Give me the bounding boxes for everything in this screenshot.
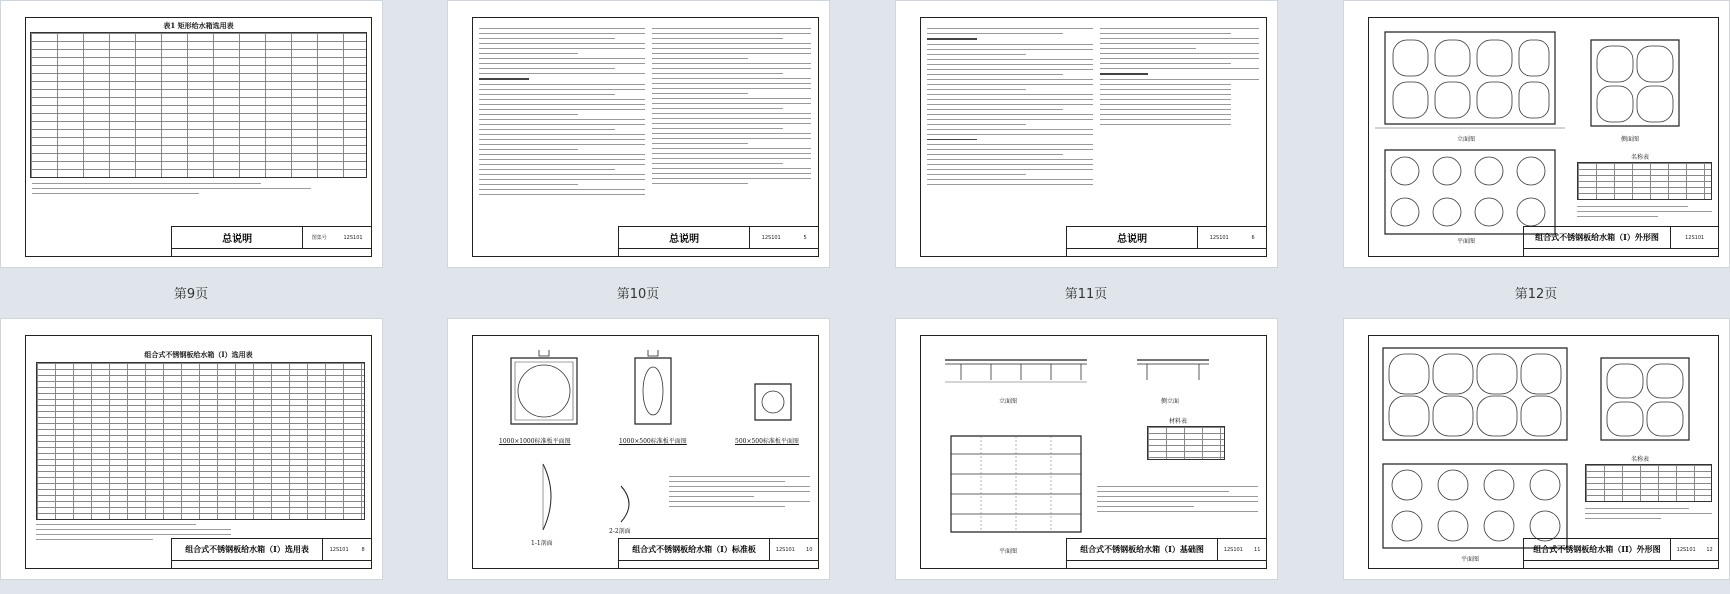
page-caption-10[interactable]: 第10页 [616, 287, 660, 302]
title-block-name: 组合式不锈钢板给水箱（II）外形图 [1524, 539, 1672, 560]
page-thumbnail-13[interactable] [0, 318, 383, 580]
atlas-code: 12S101 [1223, 546, 1243, 553]
atlas-code: 12S101 [1685, 234, 1705, 241]
plan-view-label: 平面图 [1457, 238, 1476, 245]
section-1-drawing [533, 462, 563, 532]
page-thumbnail-10[interactable] [447, 0, 830, 268]
drawing-sheet [25, 17, 372, 257]
drawing-sheet [920, 335, 1267, 569]
front-view-label: 立面图 [999, 398, 1018, 405]
names-table [1577, 162, 1712, 200]
plan-view-label: 平面图 [1461, 556, 1480, 563]
tank-elevation-drawing [1375, 342, 1575, 446]
notes-text [1585, 508, 1712, 523]
title-block-name: 总说明 [1067, 227, 1198, 248]
title-block [618, 538, 818, 568]
title-block-name: 组合式不锈钢板给水箱（I）选用表 [172, 539, 323, 560]
foundation-plan-drawing [941, 432, 1091, 542]
notes-text [1097, 486, 1258, 516]
text-column-left [479, 28, 645, 199]
atlas-code: 12S101 [775, 546, 795, 553]
page-caption-9[interactable]: 第9页 [173, 287, 209, 302]
table-title: 表1 矩形给水箱选用表 [163, 21, 234, 30]
plate-1000-drawing [497, 350, 587, 430]
notes-text [32, 183, 311, 198]
drawing-sheet [1368, 335, 1719, 569]
material-table-label: 材料表 [1169, 418, 1188, 425]
page-thumbnail-15[interactable] [895, 318, 1278, 580]
drawing-sheet [472, 335, 819, 569]
side-elevation-drawing [1585, 36, 1685, 132]
page-number: 12 [1706, 546, 1713, 553]
selection-table [30, 32, 367, 178]
text-column-right [652, 28, 811, 188]
material-table [1147, 426, 1225, 460]
page-number: 8 [361, 546, 365, 553]
side-view-label: 侧立面 [1161, 398, 1180, 405]
plate-1000x500-label: 1000×500标准板平面图 [619, 438, 687, 445]
atlas-code: 12S101 [343, 234, 363, 241]
page-number: 11 [1254, 546, 1261, 553]
title-block [618, 226, 818, 256]
plan-view-label: 平面图 [999, 548, 1018, 555]
text-column-right [1100, 28, 1259, 129]
notes-text [669, 476, 810, 511]
front-elevation-drawing [1375, 24, 1565, 132]
title-block [1523, 538, 1718, 568]
page-number: 10 [806, 546, 813, 553]
plate-1000-label: 1000×1000标准板平面图 [499, 438, 571, 445]
drawing-sheet [472, 17, 819, 257]
plate-1000x500-drawing [623, 350, 683, 430]
drawing-sheet [920, 17, 1267, 257]
page-thumbnail-9[interactable] [0, 0, 383, 268]
title-block-name: 组合式不锈钢板给水箱（I）标准板 [619, 539, 770, 560]
title-block-name: 组合式不锈钢板给水箱（I）基础图 [1067, 539, 1218, 560]
section-2-drawing [613, 484, 643, 524]
foundation-side-drawing [1133, 350, 1213, 390]
plate-500-drawing [743, 376, 803, 428]
section-2-label: 2-2剖面 [609, 528, 631, 535]
atlas-code: 12S101 [1209, 234, 1229, 241]
atlas-code: 12S101 [329, 546, 349, 553]
page-thumbnail-16[interactable] [1343, 318, 1730, 580]
atlas-code: 12S101 [761, 234, 781, 241]
names-table [1585, 464, 1712, 502]
table-title: 组合式不锈钢板给水箱（I）选用表 [144, 350, 253, 359]
foundation-front-drawing [941, 350, 1091, 390]
title-block-name: 组合式不锈钢板给水箱（I）外形图 [1524, 227, 1672, 248]
text-column-left [927, 28, 1093, 189]
names-table-label: 名称表 [1631, 154, 1650, 161]
page-thumbnail-11[interactable] [895, 0, 1278, 268]
tank-side-drawing [1595, 354, 1695, 444]
notes-text [1577, 206, 1712, 221]
page-thumbnail-14[interactable] [447, 318, 830, 580]
title-block [171, 538, 371, 568]
front-view-label: 立面图 [1457, 136, 1476, 143]
drawing-sheet [25, 335, 372, 569]
title-block [1066, 538, 1266, 568]
title-block-name: 总说明 [172, 227, 303, 248]
atlas-code: 12S101 [1676, 546, 1696, 553]
title-block: 总说明 图集号 12S101 [171, 226, 371, 256]
page-caption-12[interactable]: 第12页 [1514, 287, 1558, 302]
page-caption-11[interactable]: 第11页 [1064, 287, 1108, 302]
title-block [1523, 226, 1718, 256]
side-view-label: 侧面图 [1621, 136, 1640, 143]
drawing-sheet [1368, 17, 1719, 257]
page-number: 5 [803, 234, 807, 241]
title-block-name: 总说明 [619, 227, 750, 248]
section-1-label: 1-1剖面 [531, 540, 553, 547]
selection-table [36, 362, 365, 520]
names-table-label: 名称表 [1631, 456, 1650, 463]
title-block [1066, 226, 1266, 256]
plate-500-label: 500×500标准板平面图 [735, 438, 799, 445]
page-number: 6 [1251, 234, 1255, 241]
page-thumbnail-12[interactable] [1343, 0, 1730, 268]
